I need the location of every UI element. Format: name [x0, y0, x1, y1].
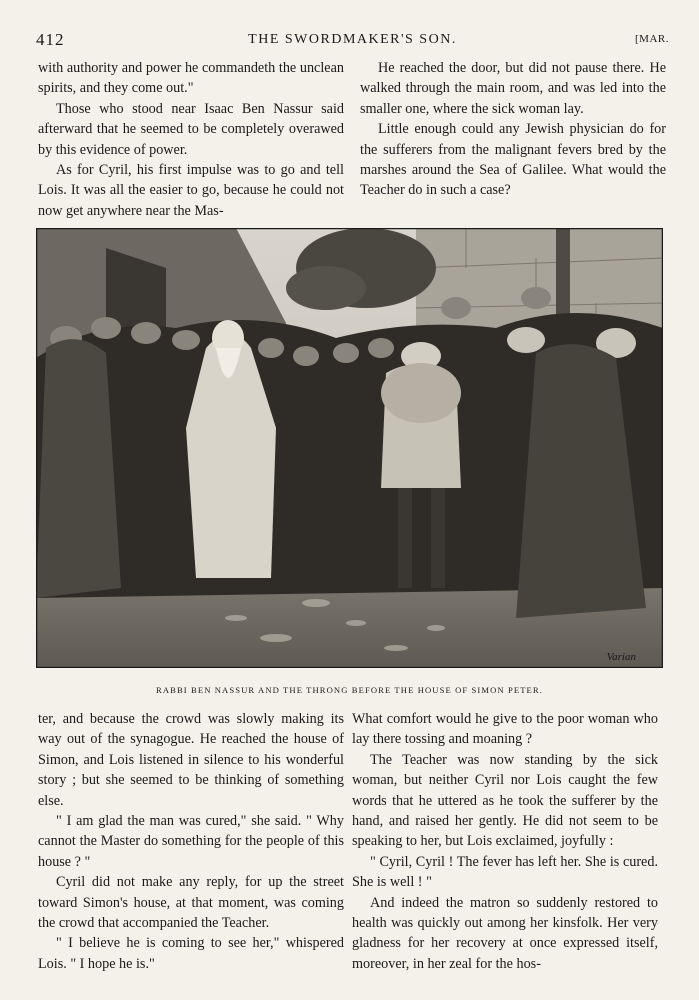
- illustration-engraving: [36, 228, 663, 668]
- page-number: 412: [36, 30, 65, 49]
- illustration-caption: RABBI BEN NASSUR AND THE THRONG BEFORE THE HOUSE OF SIMON PETER.: [156, 685, 543, 695]
- running-header: [36, 30, 669, 52]
- paragraph: He reached the door, but did not pause there. He walked through the main room, and was led into the smaller one, where the sick woman lay.: [360, 60, 666, 117]
- artist-signature: Varian: [606, 651, 636, 663]
- paragraph: " I am glad the man was cured," she said. " Why cannot the Master do something for the people of this house ? ": [38, 813, 344, 870]
- paragraph: And indeed the matron so suddenly restored to health was quickly out among her kinsfolk. Her very gladness for her recovery at once expressed itself, moreover, in her zeal for the hos-: [352, 894, 658, 972]
- bottom-left-column: [38, 709, 344, 974]
- paragraph: As for Cyril, his first impulse was to go and tell Lois. It was all the easier to go, because he could not now get anywhere near the Mas-: [38, 162, 344, 219]
- paragraph: ter, and because the crowd was slowly making its way out of the synagogue. He reached the house of Simon, and Lois listened in silence to his wonderful story ; but she seemed to be thinking of something else.: [38, 711, 344, 809]
- illustration: [36, 228, 663, 668]
- paragraph: The Teacher was now standing by the sick woman, but neither Cyril nor Lois caught the few words that he uttered as he took the sufferer by the hand, and raised her gently. He did not seem to be speaking to her, but Lois exclaimed, joyfully :: [352, 751, 658, 850]
- bottom-right-column: [352, 709, 658, 974]
- issue-month: [MAR.: [635, 33, 669, 45]
- paragraph: " I believe he is coming to see her," whispered Lois. " I hope he is.": [38, 935, 344, 972]
- paragraph: Cyril did not make any reply, for up the street toward Simon's house, at that moment, was coming the crowd that accompanied the Teacher.: [38, 874, 344, 932]
- paragraph: " Cyril, Cyril ! The fever has left her. She is cured. She is well ! ": [352, 853, 658, 891]
- paragraph: Little enough could any Jewish physician do for the sufferers from the malignant fevers bred by the marshes around the Sea of Galilee. What would the Teacher do in such a case?: [360, 121, 666, 199]
- running-title: THE SWORDMAKER'S SON.: [248, 32, 457, 47]
- top-right-column: [360, 58, 666, 201]
- paragraph: What comfort would he give to the poor woman who lay there tossing and moaning ?: [352, 711, 658, 748]
- paragraph: Those who stood near Isaac Ben Nassur said afterward that he seemed to be completely overawed by this evidence of power.: [38, 100, 344, 158]
- paragraph: with authority and power he commandeth the unclean spirits, and they come out.": [38, 60, 344, 97]
- top-left-column: [38, 58, 344, 221]
